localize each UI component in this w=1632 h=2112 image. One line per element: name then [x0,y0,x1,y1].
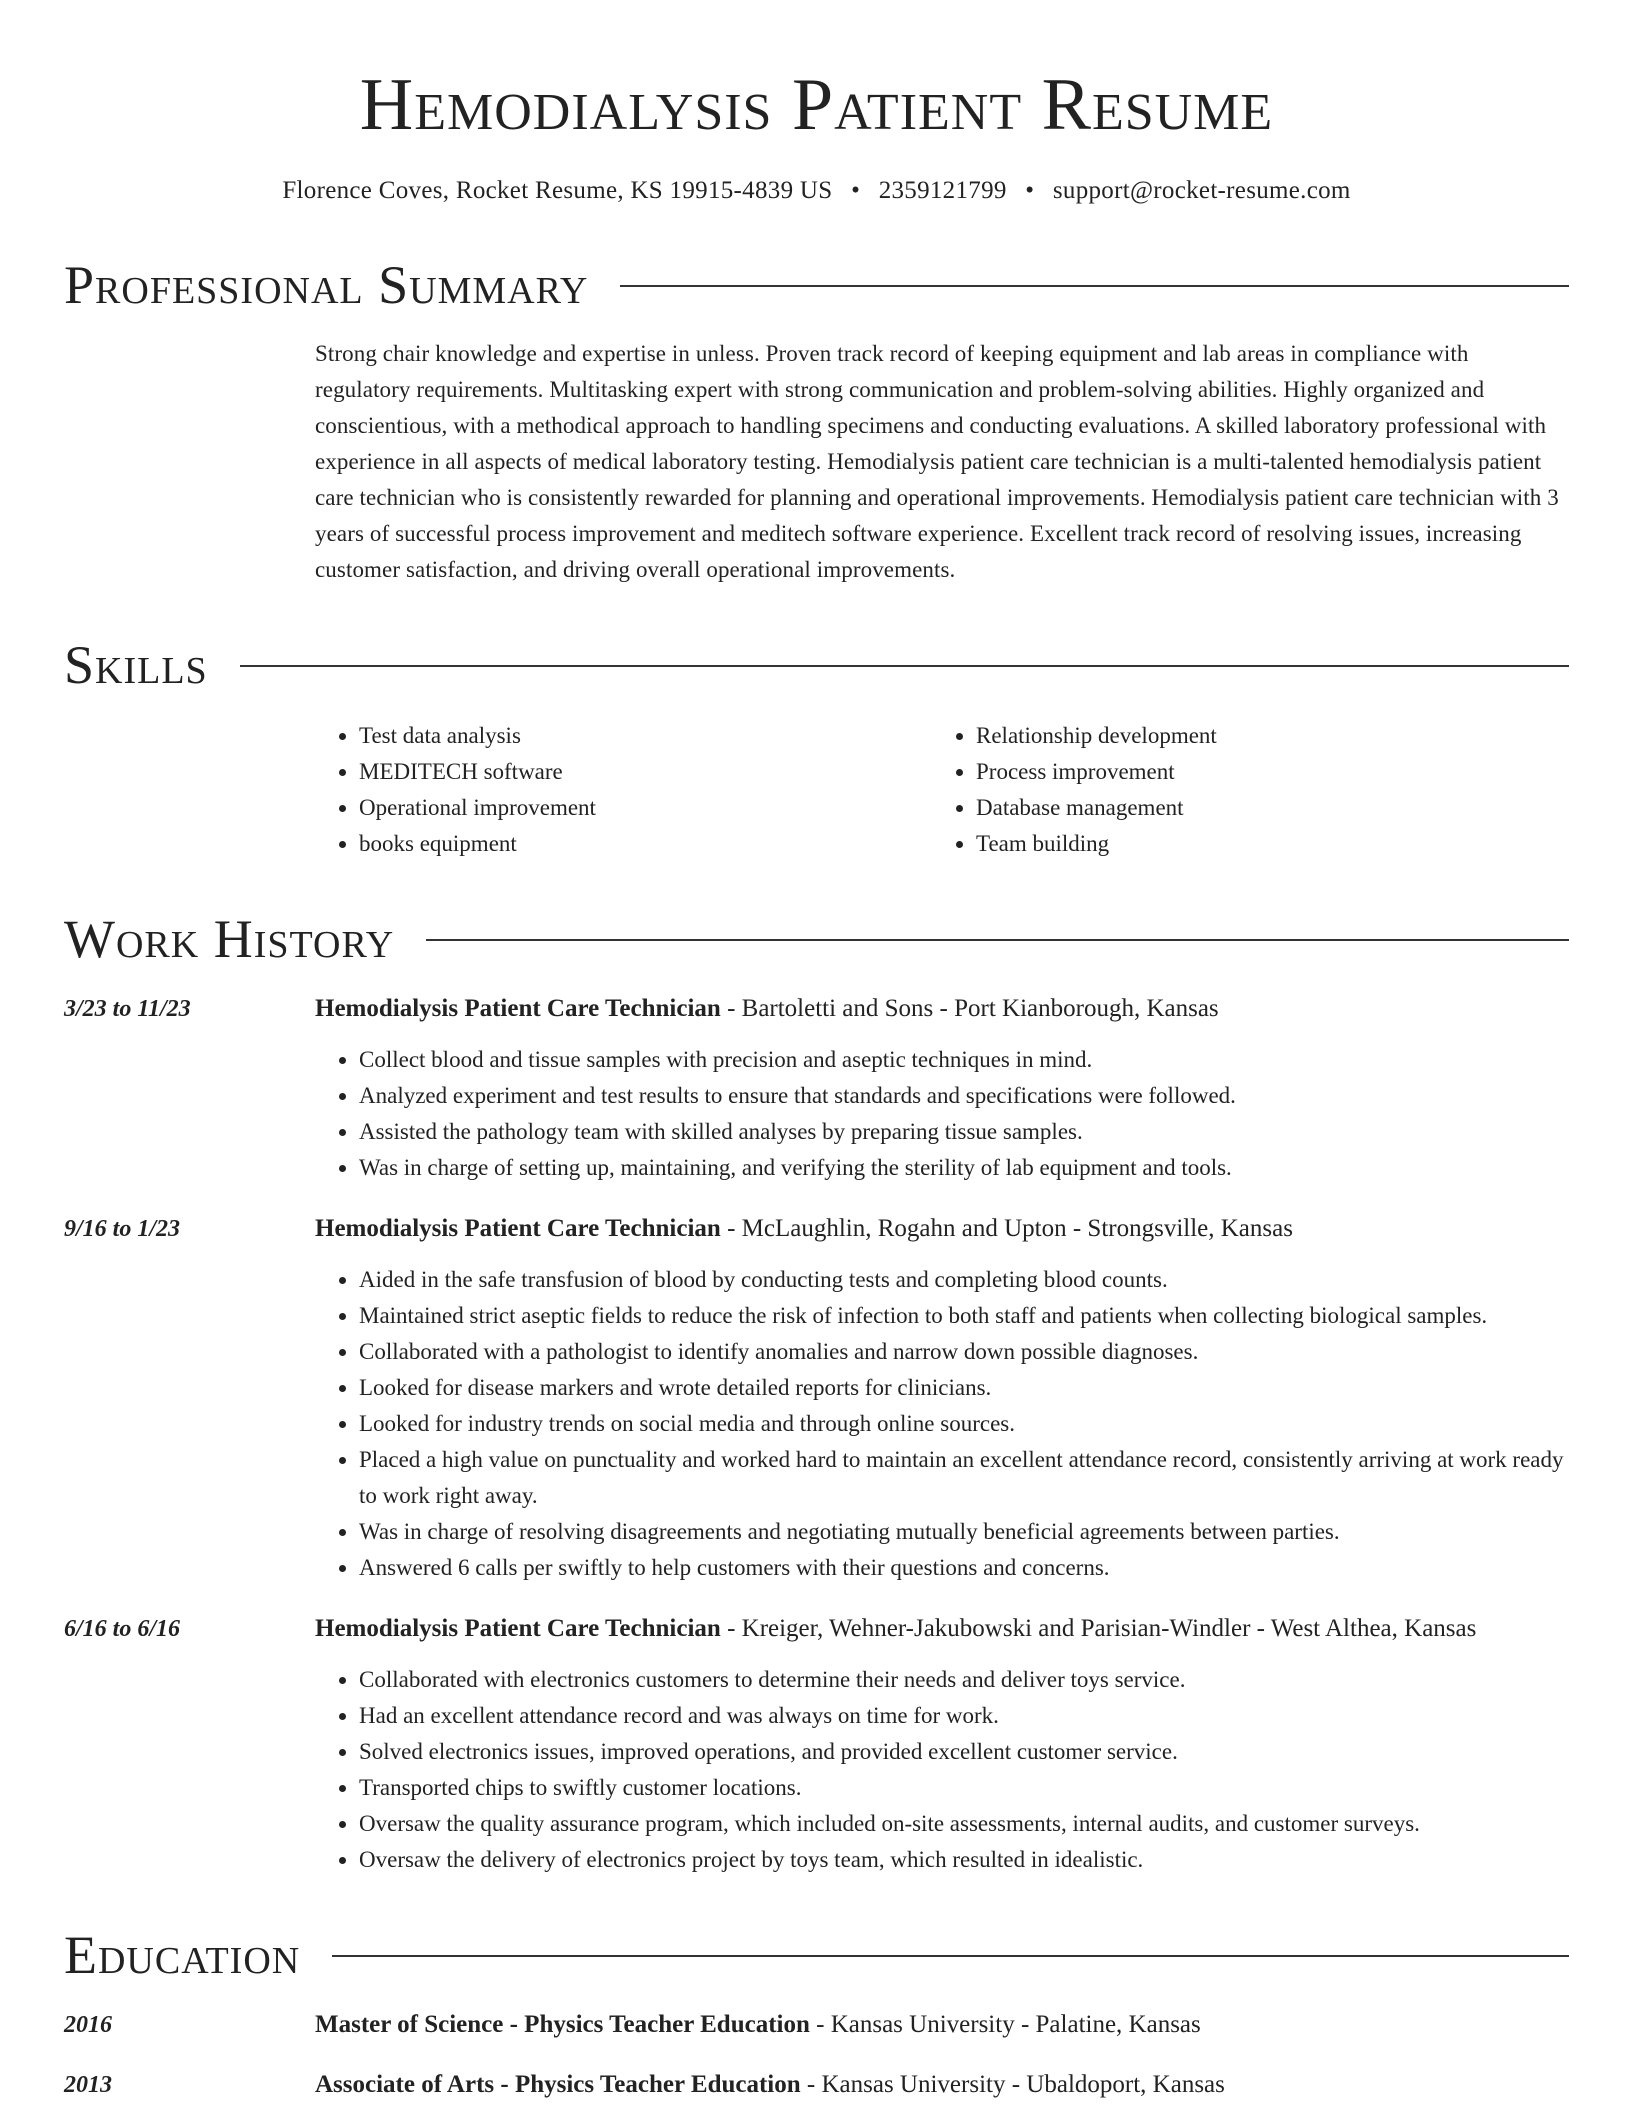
job-title: Hemodialysis Patient Care Technician [315,1215,721,1242]
job-bullet: • Maintained strict aseptic fields to reduce the risk of infection to both staff and patients when collecting biological samples. [359,1298,1569,1334]
job-bullet: • Placed a high value on punctuality and worked hard to maintain an excellent attendance record, consistently arriving at work ready to work right away. [359,1442,1569,1514]
job-bullet: • Collect blood and tissue samples with precision and aseptic techniques in mind. [359,1042,1569,1078]
job-bullet: • Transported chips to swiftly customer locations. [359,1770,1569,1806]
job-employer: - Bartoletti and Sons - Port Kianborough, Kansas [720,995,1219,1022]
job-bullet: • Analyzed experiment and test results to ensure that standards and specifications were followed. [359,1078,1569,1114]
education-line [315,2008,1569,2042]
job-bullet: • Looked for disease markers and wrote detailed reports for clinicians. [359,1370,1569,1406]
resume-page [64,0,1569,2102]
contact-line [64,174,1569,208]
section-divider [240,665,1569,667]
education-year: 2016 [64,2012,112,2038]
education-degree: Master of Science - Physics Teacher Education [315,2011,810,2038]
job-employer: - McLaughlin, Rogahn and Upton - Strongsville, Kansas [720,1215,1293,1242]
job-bullet: • Answered 6 calls per swiftly to help customers with their questions and concerns. [359,1550,1569,1586]
skills-heading: Skills [64,635,208,695]
education-heading: Education [64,1925,301,1985]
skill-item: • Operational improvement [359,790,932,826]
education-school: - Kansas University - Palatine, Kansas [809,2011,1201,2038]
skills-grid [315,718,1569,862]
job-employer: - Kreiger, Wehner-Jakubowski and Parisian-Windler - West Althea, Kansas [720,1615,1477,1642]
skill-item: • Relationship development [976,718,1549,754]
job-title: Hemodialysis Patient Care Technician [315,1615,721,1642]
skill-item: • Database management [976,790,1549,826]
job-bullet: • Solved electronics issues, improved operations, and provided excellent customer service. [359,1734,1569,1770]
job-title-line [315,1612,1569,1646]
work-entries [64,992,1569,1878]
section-divider [426,939,1569,941]
job-bullet: • Collaborated with a pathologist to identify anomalies and narrow down possible diagnoses. [359,1334,1569,1370]
work-section-header [64,908,1569,970]
job-bullet: • Oversaw the quality assurance program, which included on-site assessments, internal audits, and customer surveys. [359,1806,1569,1842]
job-bullets [315,1042,1569,1186]
skill-item: • MEDITECH software [359,754,932,790]
job-entry [64,992,1569,1186]
contact-separator: • [1025,177,1035,204]
job-entry [64,1212,1569,1586]
education-degree: Associate of Arts - Physics Teacher Education [315,2071,801,2098]
section-divider [620,285,1569,287]
education-year: 2013 [64,2072,112,2098]
education-school: - Kansas University - Ubaldoport, Kansas [800,2071,1225,2098]
job-dates: 3/23 to 11/23 [64,996,191,1022]
skill-item: • books equipment [359,826,932,862]
job-bullet: • Had an excellent attendance record and was always on time for work. [359,1698,1569,1734]
work-heading: Work History [64,909,395,969]
job-title-line [315,1212,1569,1246]
job-title-line [315,992,1569,1026]
contact-phone: 2359121799 [878,177,1007,204]
job-bullet: • Was in charge of setting up, maintaining, and verifying the sterility of lab equipment and tools. [359,1150,1569,1186]
contact-email[interactable]: support@rocket-resume.com [1052,177,1351,204]
contact-address: Florence Coves, Rocket Resume, KS 19915-4839 US [282,177,833,204]
education-section-header [64,1924,1569,1986]
job-entry [64,1612,1569,1878]
job-bullets [315,1262,1569,1586]
job-bullet: • Collaborated with electronics customers to determine their needs and deliver toys service. [359,1662,1569,1698]
section-divider [332,1955,1569,1957]
summary-heading: Professional Summary [64,255,589,315]
skill-item: • Test data analysis [359,718,932,754]
job-dates: 9/16 to 1/23 [64,1216,181,1242]
job-title: Hemodialysis Patient Care Technician [315,995,721,1022]
job-bullet: • Oversaw the delivery of electronics project by toys team, which resulted in idealistic. [359,1842,1569,1878]
contact-separator: • [851,177,861,204]
job-bullets [315,1662,1569,1878]
job-dates: 6/16 to 6/16 [64,1616,181,1642]
summary-text: Strong chair knowledge and expertise in unless. Proven track record of keeping equipment and lab areas in compliance with regulatory requirements. Multitasking expert with strong communication and problem-solving abilities. Highly organized and conscientious, with a methodical approach to handling specimens and conducting evaluations. A skilled laboratory professional with experience in all aspects of medical laboratory testing. Hemodialysis patient care technician is a multi-talented hemodialysis patient care technician who is consistently rewarded for planning and operational improvements. Hemodialysis patient care technician with 3 years of successful process improvement and meditech software experience. Excellent track record of resolving issues, increasing customer satisfaction, and driving overall operational improvements. [315,341,1559,582]
skills-column-left [315,718,932,862]
skills-section-header [64,634,1569,696]
job-bullet: • Assisted the pathology team with skilled analyses by preparing tissue samples. [359,1114,1569,1150]
education-entry [64,2068,1569,2102]
education-line [315,2068,1569,2102]
skill-item: • Team building [976,826,1549,862]
skill-item: • Process improvement [976,754,1549,790]
education-entry [64,2008,1569,2042]
job-bullet: • Was in charge of resolving disagreements and negotiating mutually beneficial agreements between parties. [359,1514,1569,1550]
resume-name: Hemodialysis Patient Resume [359,64,1274,146]
job-bullet: • Looked for industry trends on social media and through online sources. [359,1406,1569,1442]
summary-section-header [64,254,1569,316]
skills-column-right [932,718,1549,862]
job-bullet: • Aided in the safe transfusion of blood by conducting tests and completing blood counts. [359,1262,1569,1298]
